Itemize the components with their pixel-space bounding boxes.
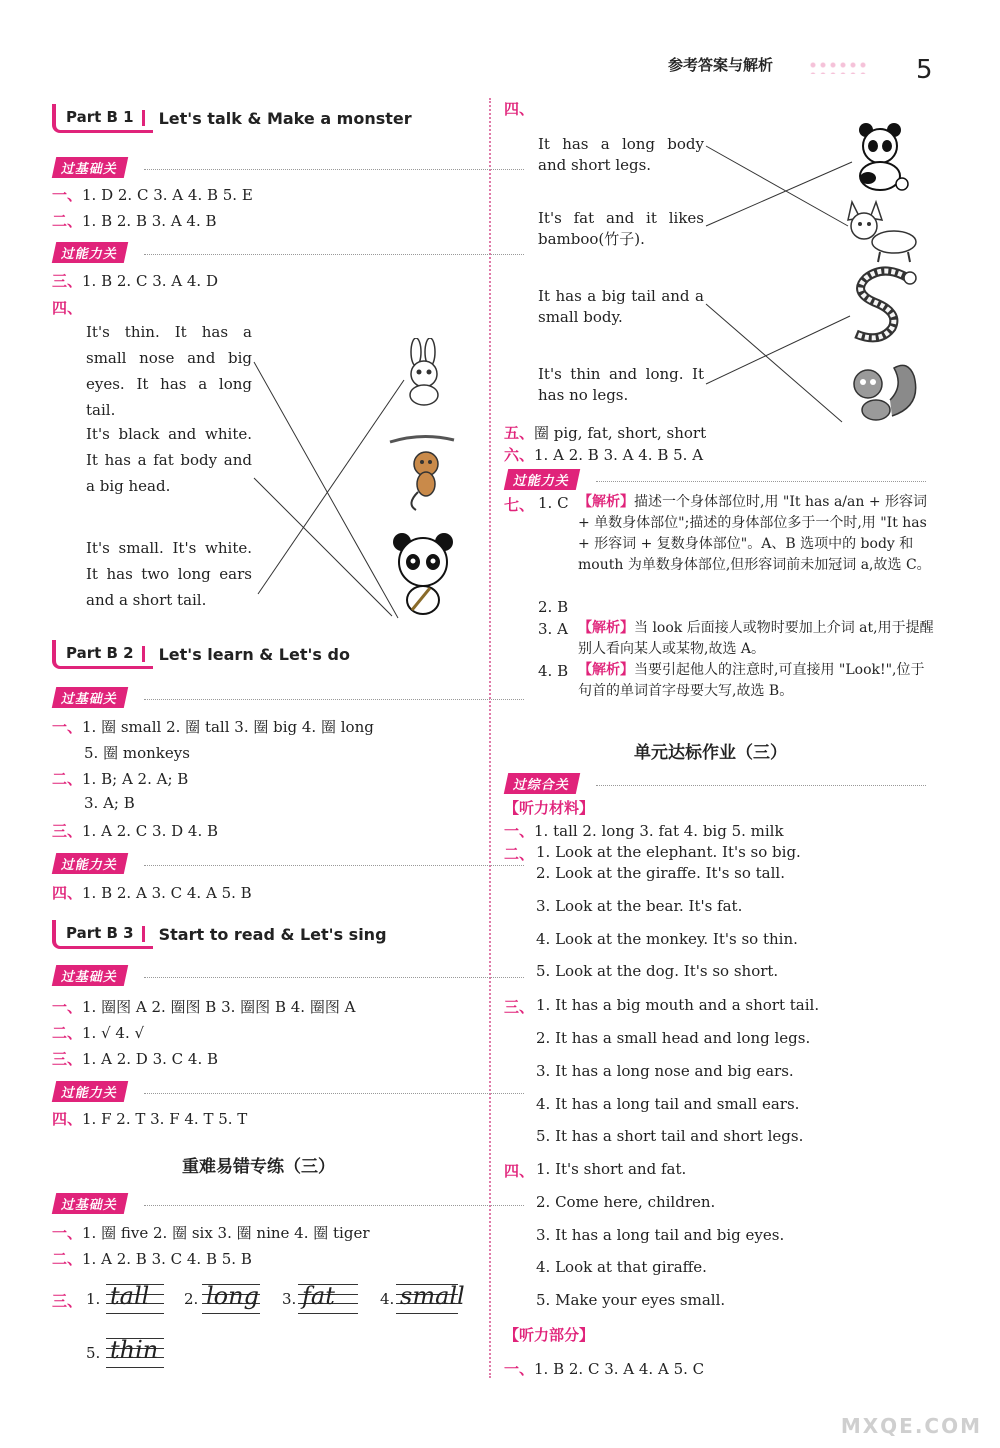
match-sentence: It has a long body and short legs. <box>538 135 704 174</box>
material-line: 5. Look at the dog. It's so short. <box>536 962 779 980</box>
header-title: 参考答案与解析 <box>668 56 774 74</box>
watermark: MXQE.COM <box>840 1414 982 1438</box>
badge-ability: 过能力关 <box>54 1080 142 1102</box>
answer-line: 一、1. 圈图 A 2. 圈图 B 3. 圈图 B 4. 圈图 A <box>52 998 356 1016</box>
match-sentence: It's fat and it likes bamboo(竹子). <box>538 209 704 248</box>
item-number: 2. <box>184 1290 199 1308</box>
material-line: 5. Make your eyes small. <box>536 1291 726 1309</box>
answer-line: 3. A; B <box>84 794 135 812</box>
badge-basic: 过基础关 <box>54 686 142 708</box>
material-line: 2. Look at the giraffe. It's so tall. <box>536 864 785 882</box>
material-line: 2. Come here, children. <box>536 1193 716 1211</box>
answer-line: 二、1. √ 4. √ <box>52 1024 145 1042</box>
match-sentence: It's black and white. It has a fat body and a big head. <box>86 425 252 495</box>
handwriting-small: small <box>396 1280 458 1316</box>
badge-basic: 过基础关 <box>54 1192 142 1214</box>
badge-ability: 过能力关 <box>54 852 142 874</box>
question-number: 三、 <box>504 998 535 1016</box>
answer-number: 2. B <box>538 598 569 616</box>
explanation: 【解析】当要引起他人的注意时,可直接用 "Look!",位于句首的单词首字母要大写,故选 B。 <box>578 662 925 699</box>
material-line: 1. It's short and fat. <box>536 1160 687 1178</box>
answer-line: 三、1. A 2. C 3. D 4. B <box>52 822 218 840</box>
material-line: 3. Look at the bear. It's fat. <box>536 897 743 915</box>
material-line: 1. It has a big mouth and a short tail. <box>536 996 820 1014</box>
question-number: 七、 <box>504 496 535 514</box>
part-title: Start to read & Let's sing <box>158 925 387 944</box>
answer-line: 二、1. A 2. B 3. C 4. B 5. B <box>52 1250 252 1268</box>
badge-ability: 过能力关 <box>506 468 594 490</box>
explanation: 【解析】当 look 后面接人或物时要加上介词 at,用于提醒别人看向某人或某物,故选 A。 <box>578 620 934 657</box>
badge-ability: 过能力关 <box>54 241 142 263</box>
material-line: 3. It has a long nose and big ears. <box>536 1062 794 1080</box>
answer-line: 五、圈 pig, fat, short, short <box>504 424 707 442</box>
part-label-box: Part B 1 <box>52 104 153 133</box>
material-line: 5. It has a short tail and short legs. <box>536 1127 804 1145</box>
section-title: 重难易错专练（三） <box>182 1157 335 1177</box>
answer-line: 5. 圈 monkeys <box>84 744 190 762</box>
handwriting-tall: tall <box>106 1280 164 1316</box>
answer-line: 二、1. B 2. B 3. A 4. B <box>52 212 217 230</box>
item-number: 5. <box>86 1344 101 1362</box>
material-line: 1. Look at the elephant. It's so big. <box>536 843 801 861</box>
answer-line: 一、1. D 2. C 3. A 4. B 5. E <box>52 186 253 204</box>
part-label-box: Part B 2 <box>52 640 153 669</box>
match-sentence: It's thin. It has a small nose and big eyes. It has a long tail. <box>86 323 252 419</box>
answer-number: 1. C <box>538 494 569 512</box>
item-number: 3. <box>282 1290 297 1308</box>
handwriting-thin: thin <box>106 1334 164 1370</box>
answer-line: 二、1. B; A 2. A; B <box>52 770 189 788</box>
match-sentence: It has a big tail and a small body. <box>538 287 704 326</box>
answer-number: 3. A <box>538 620 568 638</box>
badge-comprehensive: 过综合关 <box>506 772 594 794</box>
match-sentence: It's thin and long. It has no legs. <box>538 365 704 404</box>
material-line: 4. It has a long tail and small ears. <box>536 1095 800 1113</box>
section-label: 【听力材料】 <box>504 799 595 817</box>
material-line: 2. It has a small head and long legs. <box>536 1029 811 1047</box>
part-title: Let's talk & Make a monster <box>158 109 412 128</box>
section-label: 【听力部分】 <box>504 1326 595 1344</box>
badge-basic: 过基础关 <box>54 156 142 178</box>
handwriting-long: long <box>202 1280 260 1316</box>
material-line: 4. Look at that giraffe. <box>536 1258 707 1276</box>
answer-line: 一、1. 圈 small 2. 圈 tall 3. 圈 big 4. 圈 long <box>52 718 374 736</box>
part-label-box: Part B 3 <box>52 920 153 949</box>
answer-line: 六、1. A 2. B 3. A 4. B 5. A <box>504 446 704 464</box>
item-number: 4. <box>380 1290 395 1308</box>
answer-number: 4. B <box>538 662 569 680</box>
badge-basic: 过基础关 <box>54 964 142 986</box>
handwriting-fat: fat <box>298 1280 358 1316</box>
match-sentence: It's small. It's white. It has two long ears and a short tail. <box>86 539 252 609</box>
material-line: 3. It has a long tail and big eyes. <box>536 1226 785 1244</box>
unit-title: 单元达标作业（三） <box>634 743 787 763</box>
question-number: 四、 <box>52 299 83 317</box>
answer-line: 一、1. tall 2. long 3. fat 4. big 5. milk <box>504 822 784 840</box>
explanation: 【解析】描述一个身体部位时,用 "It has a/an + 形容词 + 单数身体部位";描述的身体部位多于一个时,用 "It has + 形容词 + 复数身体部位"。A、B 选项中的 body 和 mouth 为单数身体部位,但形容词前未加冠词 a,故选 C。 <box>578 494 931 573</box>
answer-line: 四、1. F 2. T 3. F 4. T 5. T <box>52 1110 248 1128</box>
answer-line: 三、1. A 2. D 3. C 4. B <box>52 1050 218 1068</box>
part-title: Let's learn & Let's do <box>158 645 350 664</box>
answer-line: 一、1. 圈 five 2. 圈 six 3. 圈 nine 4. 圈 tiger <box>52 1224 370 1242</box>
answer-line: 一、1. B 2. C 3. A 4. A 5. C <box>504 1360 705 1378</box>
answer-line: 三、1. B 2. C 3. A 4. D <box>52 272 218 290</box>
question-number: 三、 <box>52 1292 83 1310</box>
material-line: 4. Look at the monkey. It's so thin. <box>536 930 798 948</box>
page-number: 5 <box>916 55 933 85</box>
answer-line: 四、1. B 2. A 3. C 4. A 5. B <box>52 884 252 902</box>
question-number: 四、 <box>504 1162 535 1180</box>
question-number: 四、 <box>504 100 535 118</box>
question-number: 二、 <box>504 845 535 863</box>
item-number: 1. <box>86 1290 101 1308</box>
